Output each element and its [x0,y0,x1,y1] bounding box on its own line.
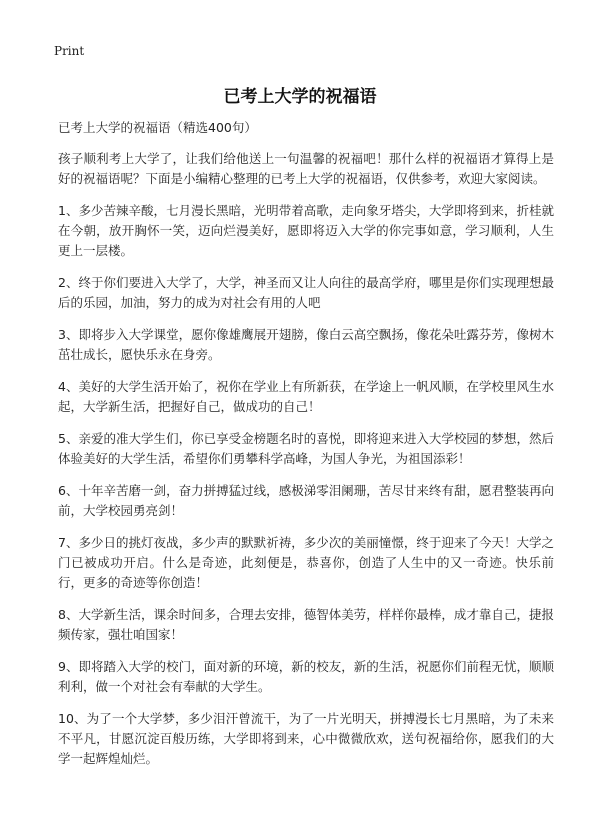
blessing-paragraph-6: 6、十年辛苦磨一剑，奋力拼搏猛过线，感极涕零泪阑珊，苦尽甘来终有甜，愿君整装再向前，大学校园勇亮剑！ [58,483,554,518]
print-link[interactable]: Print [54,44,85,58]
blessing-paragraph-2: 2、终于你们要进入大学了，大学，神圣而又让人向往的最高学府，哪里是你们实现理想最后的乐园，加油，努力的成为对社会有用的人吧 [58,275,554,310]
blessing-paragraph-9: 9、即将踏入大学的校门，面对新的环境，新的校友，新的生活，祝愿你们前程无忧，顺顺利利，做一个对社会有奉献的大学生。 [58,659,554,694]
blessing-paragraph-8: 8、大学新生活，课余时间多，合理去安排，德智体美劳，样样你最棒，成才靠自己，捷报频传家，强壮咱国家！ [58,607,554,642]
article-subtitle: 已考上大学的祝福语（精选400句） [58,120,257,135]
blessing-paragraph-10: 10、为了一个大学梦，多少泪汗曾流干，为了一片光明天，拼搏漫长七月黑暗，为了未来不平凡，甘愿沉淀百般历练，大学即将到来，心中微微欣欢，送句祝福给你，愿我们的大学一起辉煌灿烂。 [58,711,554,766]
article-body [58,118,554,781]
blessing-paragraph-3: 3、即将步入大学课堂，愿你像雄鹰展开翅膀，像白云高空飘扬，像花朵吐露芬芳，像树木茁壮成长，愿快乐永在身旁。 [58,327,554,362]
blessing-paragraph-1: 1、多少苦辣辛酸，七月漫长黑暗，光明带着高歌，走向象牙塔尖，大学即将到来，折桂就在今朝，放开胸怀一笑，迈向烂漫美好，愿即将迈入大学的你完事如意，学习顺利，人生更上一层楼。 [58,203,554,258]
intro-paragraph: 孩子顺利考上大学了，让我们给他送上一句温馨的祝福吧！那什么样的祝福语才算得上是好的祝福语呢？下面是小编精心整理的已考上大学的祝福语，仅供参考，欢迎大家阅读。 [58,151,554,186]
page-title: 已考上大学的祝福语 [223,87,377,107]
blessing-paragraph-7: 7、多少日的挑灯夜战，多少声的默默祈祷，多少次的美丽憧憬，终于迎来了今天！大学之门已被成功开启。什么是奇迹，此刻便是，恭喜你，创造了人生中的又一奇迹。快乐前行，更多的奇迹等你创造！ [58,535,554,590]
blessing-paragraph-5: 5、亲爱的准大学生们，你已享受金榜题名时的喜悦，即将迎来进入大学校园的梦想，然后体验美好的大学生活，希望你们勇攀科学高峰，为国人争光，为祖国添彩！ [58,431,554,466]
blessing-paragraph-4: 4、美好的大学生活开始了，祝你在学业上有所新获，在学途上一帆风顺，在学校里风生水起，大学新生活，把握好自己，做成功的自己！ [58,379,554,414]
